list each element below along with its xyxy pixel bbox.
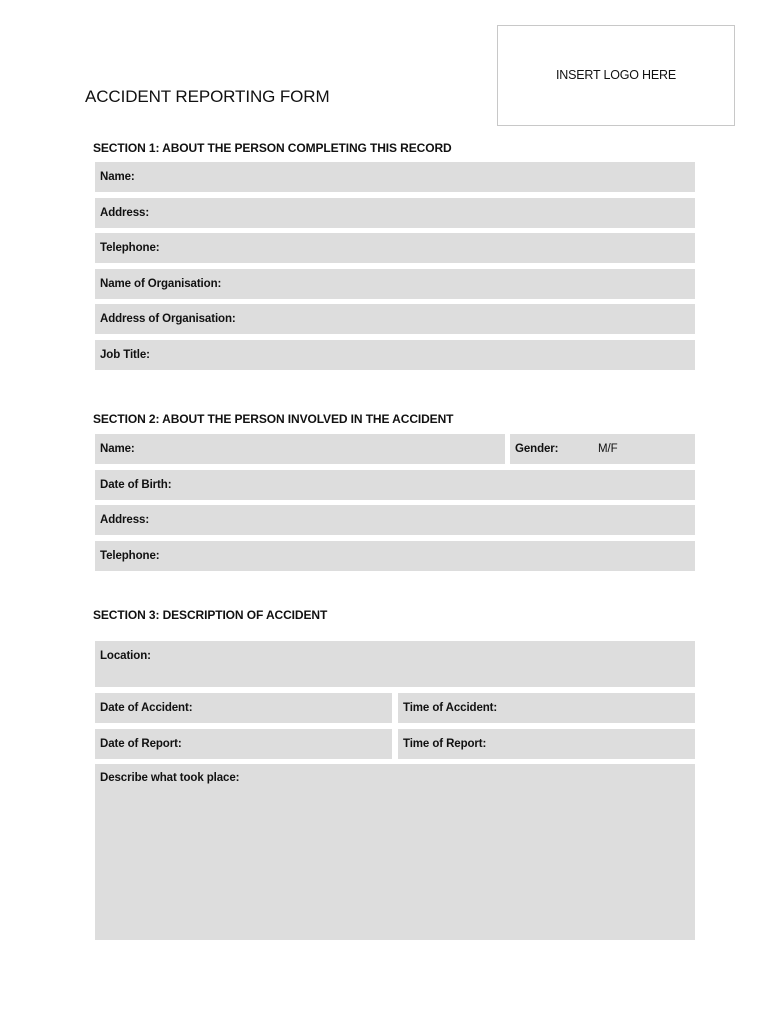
job-title-field[interactable]: Job Title: [95,340,695,370]
organisation-name-field[interactable]: Name of Organisation: [95,269,695,299]
date-of-report-field[interactable]: Date of Report: [95,729,392,759]
page-title: ACCIDENT REPORTING FORM [85,87,330,106]
organisation-address-field[interactable]: Address of Organisation: [95,304,695,334]
injured-telephone-field[interactable]: Telephone: [95,541,695,571]
completer-telephone-field[interactable]: Telephone: [95,233,695,263]
completer-address-field[interactable]: Address: [95,198,695,228]
time-of-report-field[interactable]: Time of Report: [398,729,695,759]
accident-description-field[interactable]: Describe what took place: [95,764,695,940]
injured-name-field[interactable]: Name: [95,434,505,464]
gender-field[interactable] [510,434,695,464]
section-1-heading: SECTION 1: ABOUT THE PERSON COMPLETING THIS RECORD [93,141,452,155]
date-of-accident-field[interactable]: Date of Accident: [95,693,392,723]
gender-options: M/F [598,443,618,455]
injured-address-field[interactable]: Address: [95,505,695,535]
logo-placeholder-text: INSERT LOGO HERE [556,68,676,82]
date-of-birth-field[interactable]: Date of Birth: [95,470,695,500]
completer-name-field[interactable]: Name: [95,162,695,192]
time-of-accident-field[interactable]: Time of Accident: [398,693,695,723]
section-3-heading: SECTION 3: DESCRIPTION OF ACCIDENT [93,608,328,622]
gender-label: Gender: [515,443,559,455]
logo-placeholder [497,25,735,126]
location-field[interactable]: Location: [95,641,695,687]
section-2-heading: SECTION 2: ABOUT THE PERSON INVOLVED IN THE ACCIDENT [93,412,454,426]
